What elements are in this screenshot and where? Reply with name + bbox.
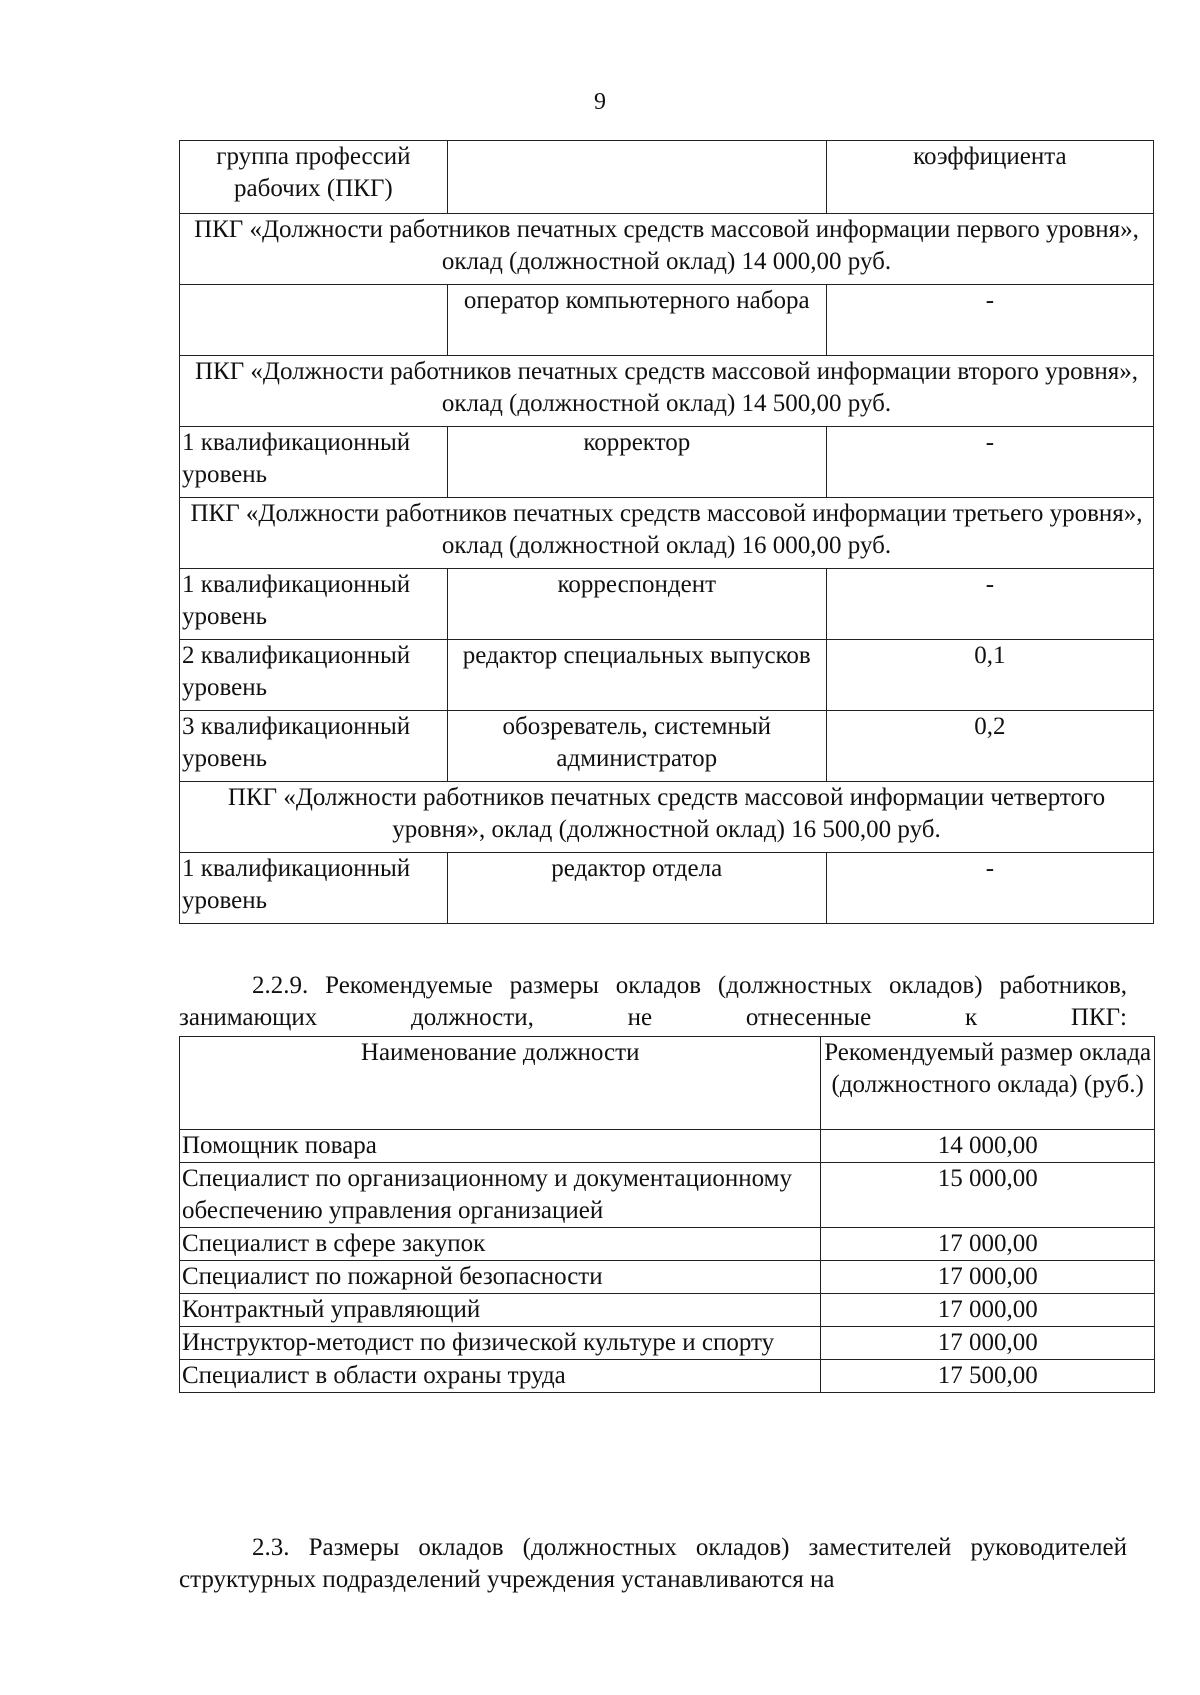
level-cell: 1 квалификационный уровень (180, 569, 448, 640)
page-number: 9 (594, 89, 606, 115)
table-row (180, 853, 1154, 924)
table-row (180, 285, 1154, 356)
table-row (180, 1228, 1155, 1261)
table-row (180, 1163, 1155, 1228)
table-row (180, 1130, 1155, 1163)
level-cell (180, 285, 448, 356)
paragraph-text: 2.3. Размеры окладов (должностных окладов) заместителей руководителей структурных подразделений учреждения устанавливаются на (179, 1534, 1127, 1593)
level-cell: 2 квалификационный уровень (180, 640, 448, 711)
header-group-cell: группа профессий рабочих (ПКГ) (180, 141, 448, 214)
table-row (180, 640, 1154, 711)
table-row (180, 569, 1154, 640)
header-coef-cell: коэффициента (826, 141, 1153, 214)
group-title: ПКГ «Должности работников печатных средств массовой информации второго уровня», оклад (должностной оклад) 14 500,00 руб. (180, 356, 1154, 427)
pkg-table (179, 140, 1154, 924)
salary-cell: 14 000,00 (821, 1130, 1155, 1163)
salary-cell: 17 000,00 (821, 1228, 1155, 1261)
level-cell: 1 квалификационный уровень (180, 853, 448, 924)
header-name-cell: Наименование должности (180, 1037, 821, 1130)
group-row (180, 782, 1154, 853)
position-cell: корректор (447, 427, 826, 498)
position-cell: корреспондент (447, 569, 826, 640)
position-name-cell: Контрактный управляющий (180, 1294, 821, 1327)
table-row (180, 1360, 1155, 1393)
header-value-cell: Рекомендуемый размер оклада (должностного оклада) (руб.) (821, 1037, 1155, 1130)
section-paragraph-2-2-9 (179, 970, 1127, 1034)
position-cell: оператор компьютерного набора (447, 285, 826, 356)
group-title: ПКГ «Должности работников печатных средств массовой информации третьего уровня», оклад (должностной оклад) 16 000,00 руб. (180, 498, 1154, 569)
table-row (180, 1294, 1155, 1327)
table-row (180, 427, 1154, 498)
coef-cell: 0,1 (826, 640, 1153, 711)
coef-cell: - (826, 285, 1153, 356)
salary-cell: 17 000,00 (821, 1294, 1155, 1327)
group-row (180, 498, 1154, 569)
level-cell: 3 квалификационный уровень (180, 711, 448, 782)
position-name-cell: Инструктор-методист по физической культуре и спорту (180, 1327, 821, 1360)
table-header-row (180, 1037, 1155, 1130)
group-row (180, 356, 1154, 427)
paragraph-text: 2.2.9. Рекомендуемые размеры окладов (должностных окладов) работников, занимающих должности, не отнесенные к ПКГ: (179, 972, 1127, 1031)
table-header-row (180, 141, 1154, 214)
salary-cell: 17 000,00 (821, 1261, 1155, 1294)
position-name-cell: Специалист в сфере закупок (180, 1228, 821, 1261)
coef-cell: - (826, 427, 1153, 498)
salary-cell: 15 000,00 (821, 1163, 1155, 1228)
level-cell: 1 квалификационный уровень (180, 427, 448, 498)
group-row (180, 214, 1154, 285)
coef-cell: 0,2 (826, 711, 1153, 782)
position-name-cell: Специалист в области охраны труда (180, 1360, 821, 1393)
position-cell: редактор отдела (447, 853, 826, 924)
salary-cell: 17 500,00 (821, 1360, 1155, 1393)
group-title: ПКГ «Должности работников печатных средств массовой информации первого уровня», оклад (должностной оклад) 14 000,00 руб. (180, 214, 1154, 285)
position-cell: редактор специальных выпусков (447, 640, 826, 711)
salary-cell: 17 000,00 (821, 1327, 1155, 1360)
position-name-cell: Специалист по организационному и документационному обеспечению управления организацией (180, 1163, 821, 1228)
position-name-cell: Помощник повара (180, 1130, 821, 1163)
coef-cell: - (826, 569, 1153, 640)
table-row (180, 711, 1154, 782)
table-row (180, 1327, 1155, 1360)
section-paragraph-2-3 (179, 1532, 1127, 1596)
header-position-cell (447, 141, 826, 214)
position-name-cell: Специалист по пожарной безопасности (180, 1261, 821, 1294)
non-pkg-salary-table (179, 1036, 1155, 1393)
coef-cell: - (826, 853, 1153, 924)
position-cell: обозреватель, системный администратор (447, 711, 826, 782)
table-row (180, 1261, 1155, 1294)
group-title: ПКГ «Должности работников печатных средств массовой информации четвертого уровня», оклад (должностной оклад) 16 500,00 руб. (180, 782, 1154, 853)
